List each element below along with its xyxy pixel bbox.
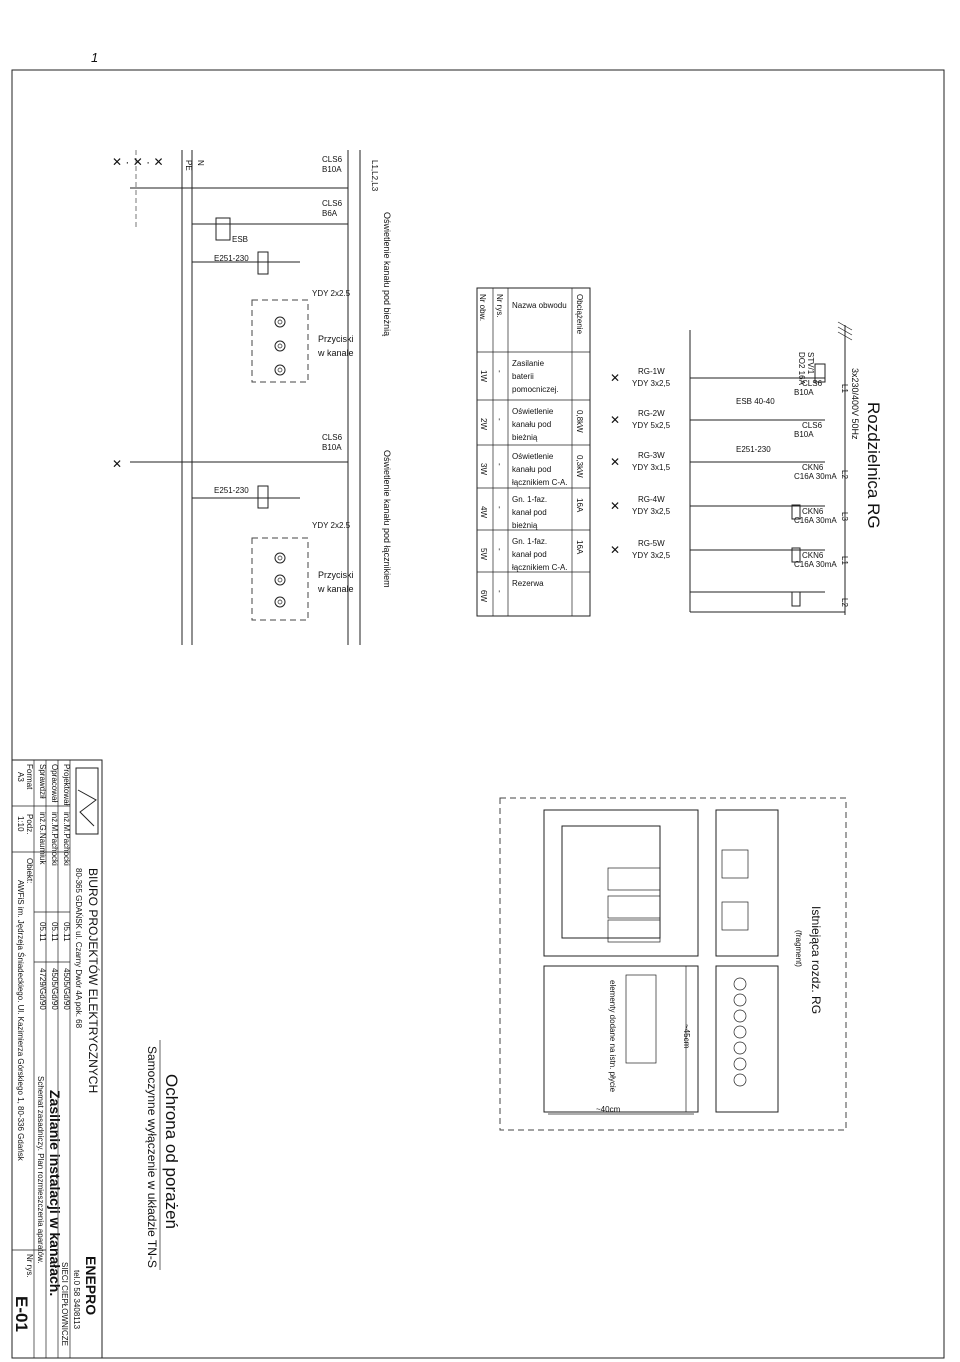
sheet-number: E-01	[12, 1296, 31, 1332]
tb-role: Sprawdził	[38, 764, 47, 799]
table-row-name: kanału pod	[512, 465, 552, 474]
format-label: Format	[25, 764, 34, 790]
tb-role: Opracował	[50, 764, 59, 803]
sheet-label: Nr rys.	[25, 1254, 34, 1278]
mcb-rating: C16A 30mA	[794, 472, 837, 481]
cls6-b6-type: CLS6	[322, 199, 343, 208]
title-block	[12, 760, 102, 1358]
bus-label: L1,L2,L3	[370, 160, 379, 192]
table-row-name: kanał pod	[512, 508, 547, 517]
phase-mark: L3	[840, 512, 849, 521]
circuit-cable: YDY 5x2,5	[632, 421, 671, 430]
socket-symbol	[734, 1074, 746, 1086]
table-row-drawing: -	[495, 418, 504, 421]
table-row-drawing: -	[495, 506, 504, 509]
mcb-type: CLS6	[802, 379, 823, 388]
main-breaker-rating: DO2 16A	[797, 352, 806, 385]
circuit-label: RG-4W	[638, 495, 665, 504]
company-name: BIURO PROJEKTÓW ELEKTRYCZNYCH	[86, 868, 100, 1094]
tb-date: 05.11	[50, 922, 59, 942]
svg-text:✕: ✕	[112, 457, 123, 471]
socket-symbol	[734, 1010, 746, 1022]
tb-name: inż.M.Pachocki	[50, 812, 59, 866]
table-row-load: 0,8kW	[575, 410, 584, 433]
switchboard-title: Rozdzielnica RG	[864, 402, 883, 529]
page-number: 1	[91, 50, 99, 65]
cls6-b10-2-rating: B10A	[322, 443, 342, 452]
circuit-label: RG-3W	[638, 451, 665, 460]
tb-number: 4505/Gd/90	[62, 968, 71, 1010]
cable2-label: YDY 2x2.5	[312, 521, 351, 530]
buttons1-line2: w kanale	[318, 348, 354, 358]
tb-name: inż.M.Pachocki	[62, 812, 71, 866]
cls6-b10-rating: B10A	[322, 165, 342, 174]
tb-date: 05.11	[38, 922, 47, 942]
table-row-no: 2W	[479, 418, 488, 430]
socket-symbol	[734, 978, 746, 990]
dim-height: ~45cm	[682, 1024, 691, 1049]
section2-title: Oświetlenie kanału pod łącznikiem	[382, 450, 392, 588]
relay1-label: E251-230	[214, 254, 249, 263]
protection-title: Ochrona od porażeń	[162, 1074, 181, 1229]
format-value: A3	[16, 772, 25, 782]
cls6-b10-type: CLS6	[322, 155, 343, 164]
protection-subtitle: Samoczynne wyłączenie w układzie TN-S	[145, 1046, 159, 1268]
mcb-type: CKN6	[802, 463, 824, 472]
project-title: Zasilanie instalacji w kanałach.	[47, 1090, 63, 1297]
table-row-drawing: -	[495, 370, 504, 373]
socket-symbol	[734, 1058, 746, 1070]
buttons2-line2: w kanale	[318, 584, 354, 594]
relay-esb-label: ESB 40-40	[736, 397, 775, 406]
table-row-load: 16A	[575, 540, 584, 555]
dim-width: ~40cm	[596, 1105, 621, 1114]
buttons1-line1: Przyciski	[318, 334, 354, 344]
phase-mark: L1	[840, 556, 849, 565]
circuit-end-mark: ✕	[610, 499, 621, 513]
project-subtitle: Schemat zasadniczy. Plan rozmieszczenia aparatów.	[36, 1076, 45, 1264]
table-row-name: łącznikiem C-A.	[512, 563, 568, 572]
phase-mark: L2	[840, 598, 849, 607]
tb-name: inż.G.Naumiuk	[38, 812, 47, 865]
table-row-name: pomocniczej.	[512, 385, 559, 394]
svg-text:✕ · ✕ · ✕: ✕ · ✕ · ✕	[112, 155, 164, 169]
layout-panel	[500, 798, 846, 1130]
socket-symbol	[734, 1042, 746, 1054]
relay-e251-label: E251-230	[736, 445, 771, 454]
circuit-table	[477, 288, 590, 616]
table-row-name: baterii	[512, 372, 534, 381]
esb-label: ESB	[232, 235, 249, 244]
table-row-drawing: -	[495, 463, 504, 466]
circuit-label: RG-5W	[638, 539, 665, 548]
brand-name: ENEPRO	[83, 1256, 99, 1316]
supply-label: 3x230/400V 50Hz	[850, 368, 860, 440]
table-row-load: 16A	[575, 498, 584, 513]
tb-role: Projektował	[62, 764, 71, 806]
protection-note	[145, 1040, 181, 1270]
table-row-name: łącznikiem C-A.	[512, 478, 568, 487]
th-load: Obciążenie	[575, 294, 584, 335]
section1-title: Oświetlenie kanału pod bieżnią	[382, 212, 392, 337]
control-schematic	[112, 150, 392, 645]
circuit-label: RG-1W	[638, 367, 665, 376]
panel-title: Istniejąca rozdz. RG	[809, 906, 823, 1015]
phase-mark: L1	[840, 384, 849, 393]
circuit-cable: YDY 3x2,5	[632, 551, 671, 560]
tb-number: 4729/Gd/90	[38, 968, 47, 1010]
table-row-no: 6W	[479, 590, 488, 602]
company-logo	[76, 768, 98, 834]
cable1-label: YDY 2x2.5	[312, 289, 351, 298]
circuit-cable: YDY 3x2,5	[632, 507, 671, 516]
circuit-cable: YDY 3x1,5	[632, 463, 671, 472]
table-row-no: 5W	[479, 548, 488, 560]
company-division: SIECI CIEPŁOWNICZE	[60, 1262, 69, 1347]
table-row-name: bieżnią	[512, 521, 538, 530]
table-row-name: Oświetlenie	[512, 452, 554, 461]
switchboard-rg	[610, 322, 883, 615]
table-row-no: 3W	[479, 463, 488, 475]
tb-number: 4505/Gd/90	[50, 968, 59, 1010]
table-row-name: Rezerwa	[512, 579, 544, 588]
circuit-end-mark: ✕	[610, 543, 621, 557]
circuit-cable: YDY 3x2,5	[632, 379, 671, 388]
table-row-name: Gn. 1-faz.	[512, 537, 548, 546]
object-value: AWFiS im. Jędrzeja Śniadeckiego. Ul. Kazimierza Górskiego 1, 80-336 Gdańsk	[16, 880, 25, 1161]
table-row-no: 1W	[479, 370, 488, 382]
circuit-end-mark: ✕	[610, 455, 621, 469]
mcb-type: CKN6	[802, 507, 824, 516]
th-drawing: Nr rys.	[495, 294, 504, 318]
table-row-name: kanał pod	[512, 550, 547, 559]
circuit-end-mark: ✕	[610, 371, 621, 385]
scale-value: 1:10	[16, 816, 25, 832]
tb-date: 05.11	[62, 922, 71, 942]
table-row-load: 0,3kW	[575, 455, 584, 478]
cls6-b10-2-type: CLS6	[322, 433, 343, 442]
table-row-drawing: -	[495, 548, 504, 551]
n-label: N	[196, 160, 205, 166]
socket-symbol	[734, 994, 746, 1006]
company-phone: tel.0 58 3408113	[72, 1270, 81, 1330]
relay2-label: E251-230	[214, 486, 249, 495]
phase-mark: L2	[840, 470, 849, 479]
mcb-rating: B10A	[794, 388, 814, 397]
panel-subtitle: (fragment)	[794, 930, 803, 967]
object-label: Obiekt:	[25, 858, 34, 884]
company-address: 80-365 GDAŃSK ul. Czarny Dwór 4A pok. 68	[74, 868, 83, 1029]
socket-symbol	[734, 1026, 746, 1038]
buttons2-line1: Przyciski	[318, 570, 354, 580]
th-no: Nr obw.	[478, 294, 487, 322]
table-row-name: bieżnią	[512, 433, 538, 442]
table-row-drawing: -	[495, 590, 504, 593]
table-row-no: 4W	[479, 506, 488, 518]
mcb-type: CKN6	[802, 551, 824, 560]
panel-note: elementy dodane na istn. płycie	[608, 980, 617, 1093]
mcb-rating: C16A 30mA	[794, 560, 837, 569]
table-row-name: Gn. 1-faz.	[512, 495, 548, 504]
mcb-type: CLS6	[802, 421, 823, 430]
scale-label: Podz.	[25, 814, 34, 835]
table-row-name: Oświetlenie	[512, 407, 554, 416]
cls6-b6-rating: B6A	[322, 209, 338, 218]
circuit-end-mark: ✕	[610, 413, 621, 427]
circuit-label: RG-2W	[638, 409, 665, 418]
mcb-rating: C16A 30mA	[794, 516, 837, 525]
main-breaker-type: STV/1	[806, 352, 815, 375]
table-row-name: kanału pod	[512, 420, 552, 429]
mcb-rating: B10A	[794, 430, 814, 439]
pe-label: PE	[184, 160, 193, 171]
table-row-name: Zasilanie	[512, 359, 545, 368]
th-name: Nazwa obwodu	[512, 301, 567, 310]
